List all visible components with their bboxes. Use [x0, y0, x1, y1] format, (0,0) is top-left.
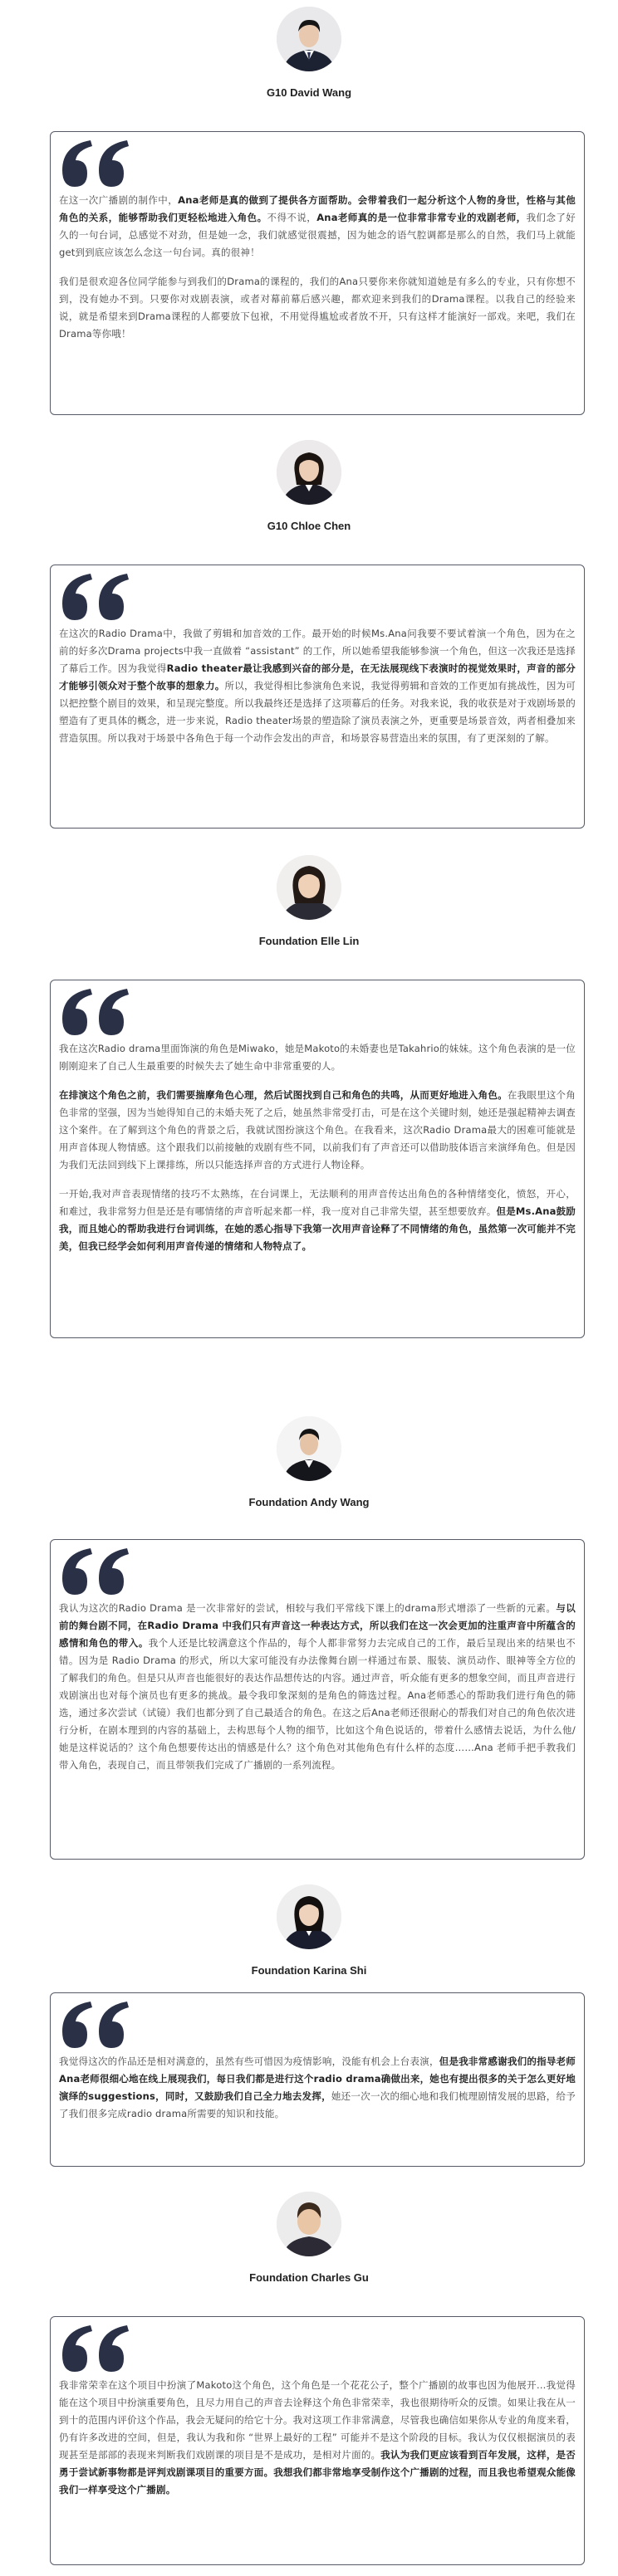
avatar	[277, 1416, 341, 1481]
body-text: 我们是很欢迎各位同学能参与到我们的Drama的课程的，我们的Ana只要你来你就知道她是有多么的专业，只有你想不到，没有她办不到。只要你对戏剧表演，或者对幕前幕后感兴趣，都欢迎来到我们的Drama课程。以我自己的经验来说，就是希望来到Drama课程的人都要放下包袱，不用觉得尴尬或者放不开，只有这样才能演好一部戏。来吧，我们在Drama等你哦！	[59, 276, 576, 340]
testimonial-text	[59, 1600, 576, 1774]
profile-name: G10 David Wang	[266, 86, 352, 99]
body-text: 不得不说，	[267, 212, 317, 223]
avatar	[277, 1884, 341, 1949]
testimonial-paragraph	[59, 1087, 576, 1174]
testimonial-card	[50, 1539, 585, 1860]
avatar-photo	[277, 1884, 341, 1949]
testimonial-card	[50, 565, 585, 829]
body-text: 我个人还是比较满意这个作品的，每个人都非常努力去完成自己的工作，最后呈现出来的结果也不错。因为是 Radio Drama 的形式，所以大家可能没有办法像舞台剧一样通过布景、服装、演员动作、眼神等全方位的了解我们的角色。但是只从声音也能很好的表达作品想传达的内容。通过声音，听众能有更多的想象空间，而且声音进行戏剧演出也对每个演员也有更多的挑战。最令我印象深刻的是角色的筛选过程。Ana老师悉心的帮助我们进行角色的筛选，通过多次尝试（试镜）我们也都分到了自己最适合的角色。在这之后Ana老师还很耐心的帮我们对自己的角色依次进行分析，在剧本理到的内容的基础上，去构思每个人物的细节，比如这个角色说话的，带着什么感情去说话，为什么他/她是这样说话的？这个角色想要传达出的情感是什么？这个角色对其他角色有什么样的态度……Ana 老师手把手教我们带入角色，表现自己，而且带领我们完成了广播剧的一系列流程。	[59, 1637, 576, 1771]
body-text: 我在这次Radio drama里面饰演的角色是Miwako，她是Makoto的未婚妻也是Takahrio的妹妹。这个角色表演的是一位刚刚迎来了自己人生最重要的时候失去了她生命中非常重要的人。	[59, 1043, 576, 1072]
body-text: 在这次的Radio Drama中，我做了剪辑和加音效的工作。最开始的时候Ms.Ana问我要不要试着演一个角色，因为在之前的好多次Drama projects中我一直做着 “assistant” 的工作，所以她希望我能够参演一个角色，但这一次我还是选择了幕后工作。因为我觉得	[59, 628, 576, 674]
avatar	[277, 855, 341, 920]
avatar	[277, 7, 341, 71]
testimonial-text	[59, 2053, 576, 2123]
profile-name: G10 Chloe Chen	[267, 520, 351, 532]
highlight-text: 与以前的舞台剧不同，在Radio Drama 中我们只有声音这一种表达方式，所以我们在这一次会更加的注重声音中所蕴含的感情和角色的带入。	[59, 1602, 576, 1649]
body-text: 一开始,我对声音表现情绪的技巧不太熟练，在台词课上，无法顺利的用声音传达出角色的各种情绪变化，愤怒，开心，和难过，我非常努力但是还是有哪情绪的声音听起来都一样，我一度对自己非常失望，甚至想要放弃。	[59, 1188, 576, 1217]
highlight-text: Radio theater最让我感到兴奋的部分是，在无法展现线下表演时的视觉效果时，声音的部分才能够引领众对于整个故事的想象力。	[59, 662, 576, 692]
quote-icon	[59, 2324, 134, 2377]
body-text: 所以，我觉得相比参演角色来说，我觉得剪辑和音效的工作更加有挑战性，因为可以把控整个剧目的效果，和呈现完整度。所以我最终还是选择了这项幕后的任务。对我来说，我的收获是对于戏剧场景的塑造有了更具体的概念，进一步来说，Radio theater场景的塑造除了演员表演之外，更重要是场景音效，两者相叠加来营造氛围。所以我对于场景中各角色于每一个动作会发出的声音，和场景容易营造出来的氛围，有了更深刻的了解。	[59, 680, 576, 744]
testimonial-paragraph	[59, 1600, 576, 1774]
testimonial-text	[59, 192, 576, 343]
avatar-photo	[277, 7, 341, 71]
quote-icon	[59, 2000, 134, 2053]
testimonial-paragraph	[59, 2377, 576, 2499]
quote-icon	[59, 572, 134, 625]
avatar-photo	[277, 2192, 341, 2256]
highlight-text: 我认为我们更应该看到百年发展，这样，是否勇于尝试新事物都是评判戏剧课项目的重要方面。我想我们都非常地享受制作这个广播剧的过程，而且我也希望观众能像我们一样享受这个广播剧。	[59, 2449, 576, 2495]
avatar-photo	[277, 855, 341, 920]
testimonial-paragraph	[59, 273, 576, 343]
quote-icon	[59, 1547, 134, 1600]
testimonial-paragraph	[59, 1040, 576, 1075]
testimonial-text	[59, 1040, 576, 1255]
highlight-text: Ana老师真的是一位非常非常专业的戏剧老师，	[316, 212, 527, 223]
body-text: 我认为这次的Radio Drama 是一次非常好的尝试，相较与我们平常线下课上的drama形式增添了一些新的元素。	[59, 1602, 557, 1614]
quote-icon	[59, 139, 134, 192]
highlight-text: 但是Ms.Ana鼓励我，而且她心的帮助我进行台词训练，在她的悉心指导下我第一次用声音诠释了不同情绪的角色，虽然第一次可能并不完美，但我已经学会如何利用声音传递的情绪和人物特点了。	[59, 1205, 576, 1252]
testimonial-paragraph	[59, 2053, 576, 2123]
highlight-text: 在排演这个角色之前，我们需要揣摩角色心理，然后试图找到自己和角色的共鸣，从而更好地进入角色。	[59, 1089, 508, 1101]
body-text: 她还一次一次的细心地和我们梳理剧情发展的思路，给予了我们很多完成radio drama所需要的知识和技能。	[59, 2090, 576, 2119]
profile-name: Foundation Andy Wang	[248, 1496, 370, 1508]
testimonial-paragraph	[59, 625, 576, 747]
testimonial-text	[59, 625, 576, 747]
testimonial-card	[50, 980, 585, 1338]
body-text: 我非常荣幸在这个项目中扮演了Makoto这个角色，这个角色是一个花花公子，整个广播剧的故事也因为他展开…我觉得能在这个项目中扮演重要角色，且尽力用自己的声音去诠释这个角色非常荣幸，我也很期待听众的反馈。如果让我在从一到十的范围内评价这个作品，我会无疑问的给它十分。我对这项工作非常满意，尽管我也确信如果你从专业的角度来看，仍有许多改进的空间，但是，我认为我和你 “世界上最好的工程” 可能并不是这个阶段的目标。我认为仅仅根据演员的表现甚至是部部的表现来判断我们戏剧课的项目是不是成功，是相对片面的。	[59, 2379, 576, 2461]
profile-name: Foundation Charles Gu	[249, 2271, 369, 2284]
body-text: 在我眼里这个角色非常的坚强，因为当她得知自己的未婚夫死了之后，她虽然非常受打击，可是在这个关键时刻，她还是强起精神去调查这个案件。在了解到这个角色的背景之后，我就试图扮演这个角色。在我看来，这次Radio Drama最大的困难可能就是用声音体现人物情感。这个跟我们以前接触的戏剧有些不同，以前我们有了声音还可以借助肢体语言来演绎角色。但是因为我们无法回到线下上课排练，所以只能选择声音的方式进行人物诠释。	[59, 1089, 576, 1171]
testimonial-card	[50, 2316, 585, 2565]
body-text: 在这一次广播剧的制作中，	[59, 194, 179, 206]
avatar	[277, 2192, 341, 2256]
body-text: 我们念了好久的一句台词，总感觉不对劲，但是她一念，我们就感觉很震撼，因为她念的语气腔调都是那么的自然，我们马上就能get到到底应该怎么念这一句台词。真的很神！	[59, 212, 576, 258]
body-text: 我觉得这次的作品还是相对满意的，虽然有些可惜因为疫情影响，没能有机会上台表演，	[59, 2055, 439, 2067]
testimonial-card	[50, 131, 585, 415]
highlight-text: Ana老师是真的做到了提供各方面帮助。会带着我们一起分析这个人物的身世，性格与其他角色的关系，能够帮助我们更轻松地进入角色。	[59, 194, 576, 223]
quote-icon	[59, 987, 134, 1040]
profile-name: Foundation Karina Shi	[251, 1964, 367, 1977]
testimonial-text	[59, 2377, 576, 2499]
testimonial-paragraph	[59, 192, 576, 262]
avatar	[277, 440, 341, 505]
profile-name: Foundation Elle Lin	[258, 935, 360, 947]
testimonial-card	[50, 1992, 585, 2167]
avatar-photo	[277, 1416, 341, 1481]
avatar-photo	[277, 440, 341, 505]
testimonial-paragraph	[59, 1185, 576, 1255]
highlight-text: 但是我非常感谢我们的指导老师Ana老师很细心地在线上展现我们，每日我们都是进行这个radio drama确做出来，她也有提出很多的关于怎么更好地演绎的suggestions，同时，又鼓励我们自己全力地去发挥，	[59, 2055, 576, 2102]
